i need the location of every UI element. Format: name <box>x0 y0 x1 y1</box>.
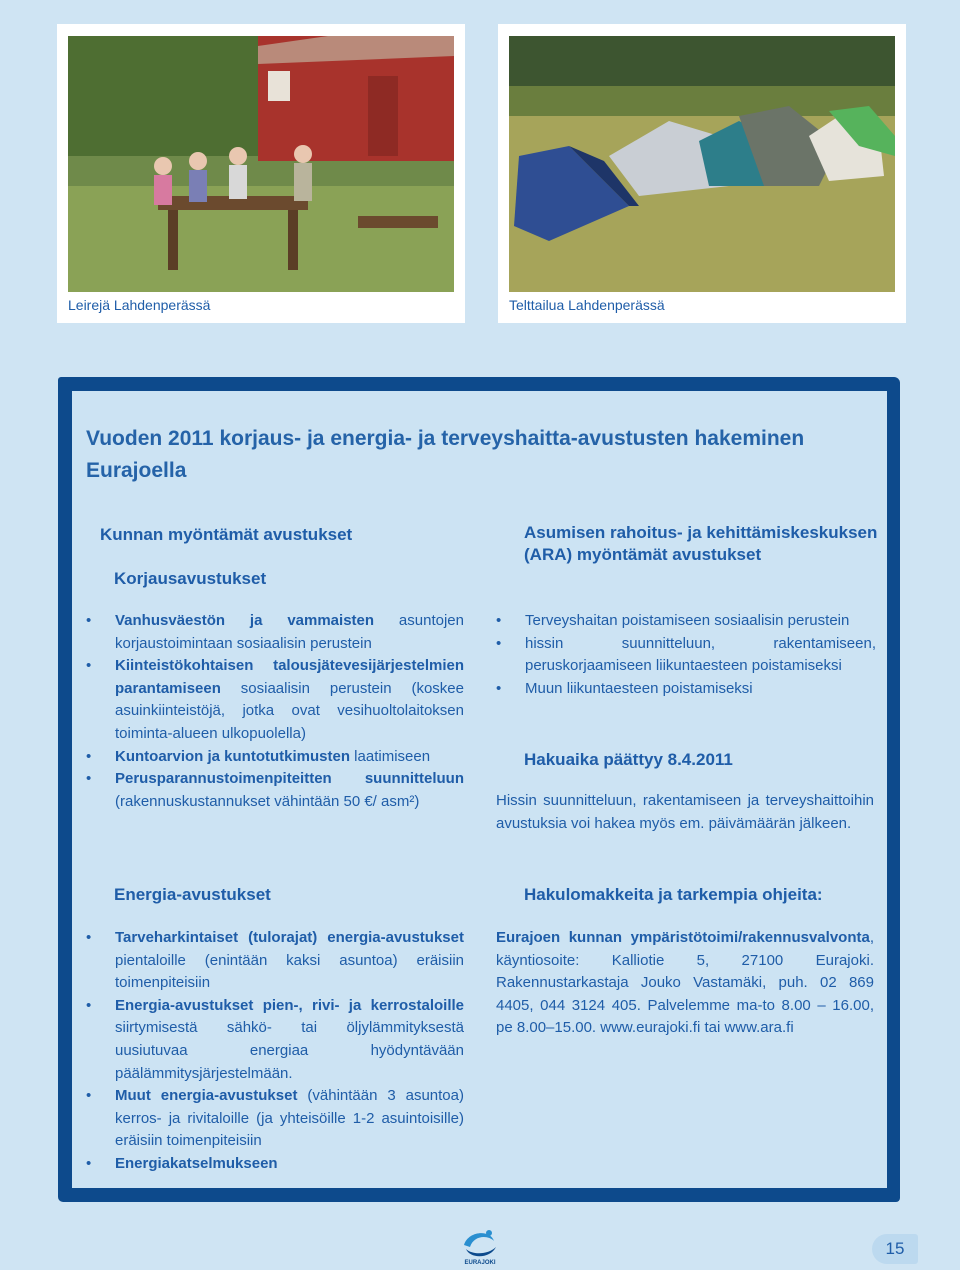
camp-photo <box>68 36 454 292</box>
list-item: • Kiinteistökohtaisen talousjätevesijärjestelmien parantamiseen sosiaalisin perustein (koskee asuinkiinteistöjä, jotka ovat vesihuoltolaitoksen toiminta-alueen ulkopuolella) <box>86 655 464 745</box>
camp-photo-caption: Leirejä Lahdenperässä <box>68 297 211 313</box>
ara-list <box>496 610 876 700</box>
deadline-note: Hissin suunnitteluun, rakentamiseen ja terveyshaittoihin avustuksia voi hakea myös em. päivämäärän jälkeen. <box>496 792 874 832</box>
list-item: • Kuntoarvion ja kuntotutkimusten laatimiseen <box>86 746 464 769</box>
page-number: 15 <box>872 1234 918 1264</box>
eurajoki-logo-icon <box>458 1225 502 1265</box>
korjaus-list <box>86 610 464 813</box>
main-title: Vuoden 2011 korjaus- ja energia- ja terveyshaitta-avustusten hakeminen Eurajoella <box>86 427 805 482</box>
photo-card-camp <box>57 24 465 323</box>
list-item: • Terveyshaitan poistamiseen sosiaalisin perustein <box>496 610 876 633</box>
list-item: • Tarveharkintaiset (tulorajat) energia-avustukset pientaloille (enintään kaksi asuntoa) eräisiin toimenpiteisiin <box>86 927 464 995</box>
list-item: • Muun liikuntaesteen poistamiseksi <box>496 678 876 701</box>
right-heading: Asumisen rahoitus- ja kehittämiskeskuksen (ARA) myöntämät avustukset <box>524 523 878 564</box>
contact-paragraph: Eurajoen kunnan ympäristötoimi/rakennusvalvonta, käyntiosoite: Kalliotie 5, 27100 Eurajoki. Rakennustarkastaja Jouko Vastamäki, puh. 02 869 4405, 044 3124 405. Palvelemme ma-to 8.00 – 16.00, pe 8.00–15.00. www.eurajoki.fi tai www.ara.fi <box>496 929 874 1037</box>
photo-card-tents <box>498 24 906 323</box>
list-item: • Muut energia-avustukset (vähintään 3 asuntoa) kerros- ja rivitaloille (ja yhteisöille 1-2 asuintoisille) eräisiin toimenpiteisiin <box>86 1085 464 1153</box>
list-item: • hissin suunnitteluun, rakentamiseen, peruskorjaamiseen liikuntaesteen poistamiseksi <box>496 633 876 678</box>
forms-heading: Hakulomakkeita ja tarkempia ohjeita: <box>524 885 823 904</box>
energia-list <box>86 927 464 1176</box>
svg-text:EURAJOKI: EURAJOKI <box>464 1260 496 1265</box>
list-item: • Energiakatselmukseen <box>86 1153 464 1176</box>
list-item: • Vanhusväestön ja vammaisten asuntojen korjaustoimintaan sosiaalisin perustein <box>86 610 464 655</box>
korjaus-heading: Korjausavustukset <box>114 569 267 588</box>
list-item: • Energia-avustukset pien-, rivi- ja kerrostaloille siirtymisestä sähkö- tai öljylämmityksestä uusiutuvaa energiaa hyödyntävään päälämmitysjärjestelmään. <box>86 995 464 1085</box>
tents-photo <box>509 36 895 292</box>
energia-heading: Energia-avustukset <box>114 885 271 904</box>
deadline-heading: Hakuaika päättyy 8.4.2011 <box>524 750 733 769</box>
left-heading: Kunnan myöntämät avustukset <box>100 525 353 544</box>
list-item: • Perusparannustoimenpiteitten suunnitteluun (rakennuskustannukset vähintään 50 €/ asm²) <box>86 768 464 813</box>
tents-photo-caption: Telttailua Lahdenperässä <box>509 297 665 313</box>
